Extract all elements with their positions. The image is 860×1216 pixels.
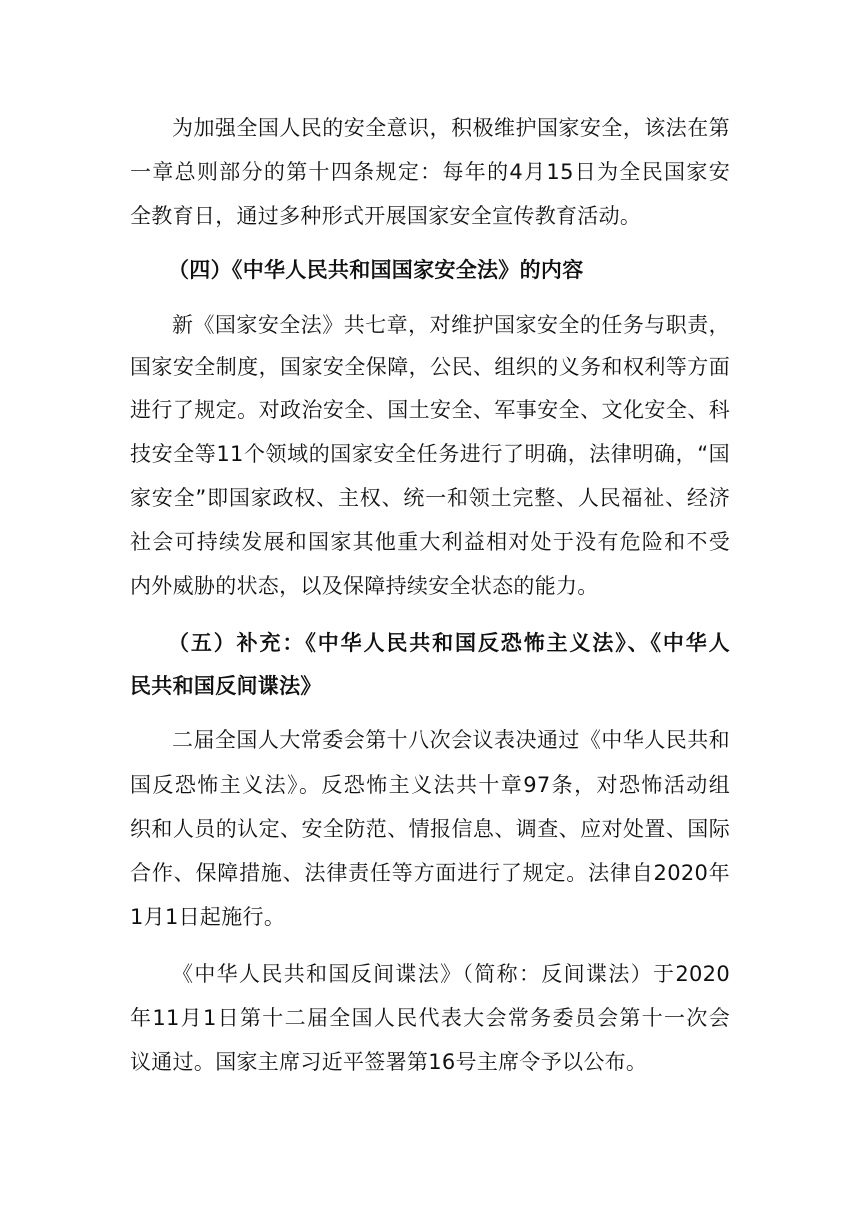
- paragraph-3-line-2: 国反恐怖主义法》。反恐怖主义法共十章97条，对恐怖活动组: [130, 773, 730, 797]
- paragraph-2-line-1: 新《国家安全法》共七章，对维护国家安全的任务与职责，: [172, 313, 730, 337]
- paragraph-4-line-1: 《中华人民共和国反间谍法》（简称：反间谍法）于2020: [172, 962, 730, 986]
- paragraph-2-line-7: 内外威胁的状态，以及保障持续安全状态的能力。: [130, 574, 599, 598]
- paragraph-4-line-3: 议通过。国家主席习近平签署第16号主席令予以公布。: [130, 1050, 648, 1074]
- paragraph-1-line-3: 全教育日，通过多种形式开展国家安全宣传教育活动。: [130, 204, 642, 228]
- paragraph-2-line-2: 国家安全制度，国家安全保障，公民、组织的义务和权利等方面: [130, 355, 730, 379]
- paragraph-2-line-3: 进行了规定。对政治安全、国土安全、军事安全、文化安全、科: [130, 398, 730, 422]
- paragraph-2-line-5: 家安全”即国家政权、主权、统一和领土完整、人民福祉、经济: [130, 486, 730, 510]
- paragraph-3-line-1: 二届全国人大常委会第十八次会议表决通过《中华人民共和: [172, 728, 730, 752]
- paragraph-3-line-4: 合作、保障措施、法律责任等方面进行了规定。法律自2020年: [130, 861, 730, 885]
- paragraph-3-line-3: 织和人员的认定、安全防范、情报信息、调查、应对处置、国际: [130, 817, 730, 841]
- section-heading-5-line-2: 民共和国反间谍法》: [130, 674, 322, 698]
- section-heading-4: （四）《中华人民共和国国家安全法》的内容: [168, 258, 584, 282]
- paragraph-1-line-2: 一章总则部分的第十四条规定：每年的4月15日为全民国家安: [130, 160, 730, 184]
- paragraph-4-line-2: 年11月1日第十二届全国人民代表大会常务委员会第十一次会: [130, 1006, 730, 1030]
- paragraph-2-line-4: 技安全等11个领域的国家安全任务进行了明确，法律明确，“国: [130, 442, 730, 466]
- paragraph-2-line-6: 社会可持续发展和国家其他重大利益相对处于没有危险和不受: [130, 530, 730, 554]
- paragraph-3-line-5: 1月1日起施行。: [130, 905, 286, 929]
- section-heading-5-line-1: （五）补充：《中华人民共和国反恐怖主义法》、《中华人: [168, 631, 730, 655]
- paragraph-1-line-1: 为加强全国人民的安全意识，积极维护国家安全，该法在第: [172, 116, 730, 140]
